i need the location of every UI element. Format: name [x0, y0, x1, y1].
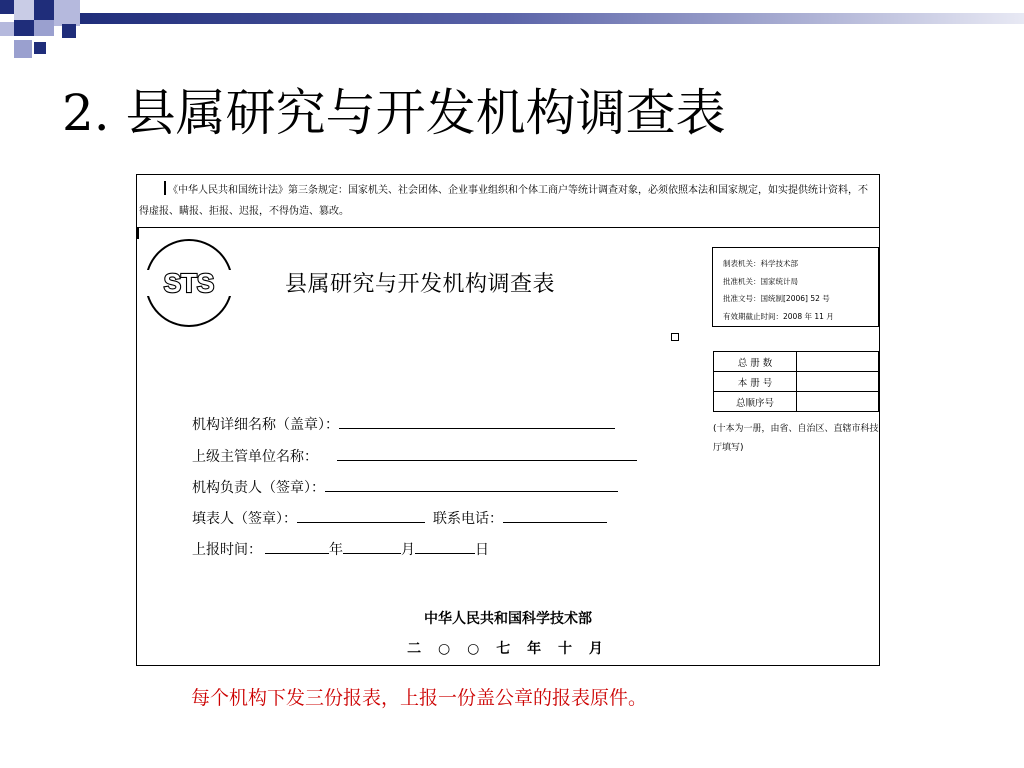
registration-box: [712, 247, 879, 327]
registration-line: 制表机关：科学技术部: [723, 259, 798, 268]
phone-label: 联系电话：: [433, 511, 503, 527]
decor-square: [14, 0, 34, 20]
org-name-line[interactable]: [339, 415, 615, 429]
registration-line: 批准文号：国统制[2006] 52 号: [723, 294, 830, 303]
volume-table: [713, 351, 879, 412]
survey-form: [136, 174, 880, 666]
notice-divider: [137, 227, 879, 228]
notice-mark: [164, 181, 166, 195]
volume-note: (十本为一册，由省、自治区、直辖市科技厅填写): [713, 424, 879, 453]
table-row: [714, 352, 879, 372]
notice-text: 《中华人民共和国统计法》第三条规定：国家机关、社会团体、企业事业组织和个体工商户等统计调查对象，必须依照本法和国家规定，如实提供统计资料，不得虚报、瞒报、拒报、迟报，不得伪造、篡改。: [139, 185, 868, 217]
form-title: 县属研究与开发机构调查表: [285, 272, 556, 297]
footer-note: 每个机构下发三份报表，上报一份盖公章的报表原件。: [191, 687, 648, 709]
decor-square: [14, 40, 32, 58]
volume-value-cell[interactable]: [797, 372, 879, 392]
report-time-label: 上报时间：: [192, 542, 262, 558]
month-line[interactable]: [343, 540, 401, 554]
checkbox-square: [671, 333, 679, 341]
sts-logo-text: STS: [163, 268, 215, 298]
sts-logo: [143, 237, 235, 329]
supervisor-line[interactable]: [337, 447, 637, 461]
filler-field: [192, 508, 607, 528]
supervisor-label: 上级主管单位名称：: [192, 449, 318, 465]
decor-square: [54, 0, 80, 26]
statistics-law-notice: [139, 180, 877, 222]
leader-label: 机构负责人（签章）：: [192, 480, 325, 496]
table-row: [714, 372, 879, 392]
month-label: 月: [401, 542, 415, 558]
year-label: 年: [329, 542, 343, 558]
decor-square: [34, 42, 46, 54]
slide-title: 2. 县属研究与开发机构调查表: [62, 84, 726, 142]
issuer: 中华人民共和国科学技术部: [424, 611, 592, 627]
volume-value-cell[interactable]: [797, 352, 879, 372]
leader-line[interactable]: [325, 478, 618, 492]
volume-label: 本 册 号: [714, 372, 797, 392]
decor-square: [14, 20, 34, 36]
day-line[interactable]: [415, 540, 475, 554]
issue-date: 二 ○ ○ 七 年 十 月: [407, 641, 609, 657]
decor-square: [62, 24, 76, 38]
volume-label: 总顺序号: [714, 392, 797, 412]
volume-value-cell[interactable]: [797, 392, 879, 412]
org-name-label: 机构详细名称（盖章）：: [192, 417, 339, 433]
supervisor-field: [192, 446, 637, 466]
decor-square: [0, 0, 14, 14]
decor-square: [34, 20, 54, 36]
decor-band: [80, 13, 1024, 24]
decor-square: [34, 0, 54, 20]
filler-label: 填表人（签章）：: [192, 511, 297, 527]
org-name-field: [192, 414, 615, 434]
notice-divider-tick: [137, 227, 139, 239]
day-label: 日: [475, 542, 489, 558]
year-line[interactable]: [265, 540, 329, 554]
volume-label: 总 册 数: [714, 352, 797, 372]
registration-line: 批准机关：国家统计局: [723, 276, 798, 286]
phone-line[interactable]: [503, 509, 607, 523]
report-time-field: [192, 539, 489, 559]
registration-line: 有效期截止时间：2008 年 11 月: [723, 311, 834, 321]
filler-line[interactable]: [297, 509, 425, 523]
decor-square: [0, 22, 14, 36]
table-row: [714, 392, 879, 412]
leader-field: [192, 477, 618, 497]
